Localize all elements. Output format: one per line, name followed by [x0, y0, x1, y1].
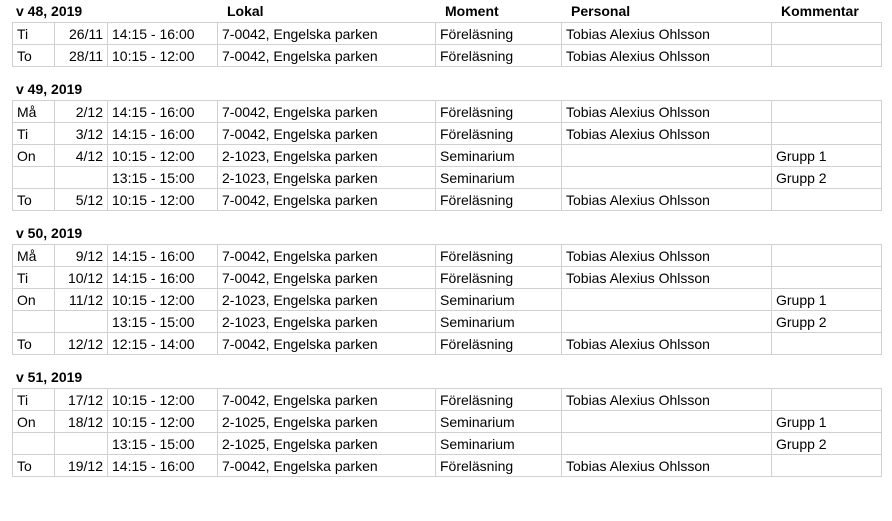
- cell-day: Ti: [13, 23, 55, 45]
- cell-kommentar: [772, 267, 882, 289]
- cell-date: 17/12: [55, 389, 108, 411]
- cell-lokal: 2-1023, Engelska parken: [218, 167, 436, 189]
- cell-day: Ti: [13, 123, 55, 145]
- cell-moment: Föreläsning: [436, 267, 562, 289]
- cell-moment: Seminarium: [436, 311, 562, 333]
- cell-time: 10:15 - 12:00: [108, 189, 218, 211]
- table-row: [13, 267, 882, 289]
- column-header-moment: Moment: [445, 3, 499, 19]
- cell-personal: [562, 167, 772, 189]
- cell-date: 4/12: [55, 145, 108, 167]
- cell-personal: Tobias Alexius Ohlsson: [562, 189, 772, 211]
- cell-lokal: 7-0042, Engelska parken: [218, 389, 436, 411]
- cell-day: Ti: [13, 389, 55, 411]
- cell-moment: Seminarium: [436, 167, 562, 189]
- week-header: [12, 78, 892, 100]
- schedule-table: [12, 22, 882, 67]
- cell-moment: Seminarium: [436, 289, 562, 311]
- week-header: [12, 366, 892, 388]
- table-row: [13, 45, 882, 67]
- cell-personal: [562, 433, 772, 455]
- cell-kommentar: Grupp 2: [772, 433, 882, 455]
- cell-time: 12:15 - 14:00: [108, 333, 218, 355]
- cell-lokal: 7-0042, Engelska parken: [218, 189, 436, 211]
- cell-day: To: [13, 333, 55, 355]
- schedule-table: [12, 388, 882, 477]
- cell-day: Må: [13, 101, 55, 123]
- cell-lokal: 7-0042, Engelska parken: [218, 455, 436, 477]
- column-header-kommentar: Kommentar: [781, 3, 859, 19]
- week-title: v 49, 2019: [16, 81, 83, 97]
- cell-time: 14:15 - 16:00: [108, 101, 218, 123]
- week-header: [12, 222, 892, 244]
- cell-day: On: [13, 411, 55, 433]
- cell-kommentar: [772, 45, 882, 67]
- cell-time: 14:15 - 16:00: [108, 123, 218, 145]
- cell-moment: Föreläsning: [436, 389, 562, 411]
- week-section: [12, 0, 892, 67]
- cell-moment: Föreläsning: [436, 189, 562, 211]
- cell-lokal: 2-1025, Engelska parken: [218, 411, 436, 433]
- cell-date: 19/12: [55, 455, 108, 477]
- column-header-personal: Personal: [571, 3, 631, 19]
- cell-day: To: [13, 45, 55, 67]
- cell-date: 18/12: [55, 411, 108, 433]
- cell-date: 26/11: [55, 23, 108, 45]
- column-header-lokal: Lokal: [227, 3, 264, 19]
- table-row: [13, 289, 882, 311]
- cell-moment: Föreläsning: [436, 455, 562, 477]
- week-section: [12, 222, 892, 355]
- table-row: [13, 333, 882, 355]
- cell-moment: Seminarium: [436, 411, 562, 433]
- cell-personal: [562, 311, 772, 333]
- cell-kommentar: [772, 123, 882, 145]
- table-row: [13, 389, 882, 411]
- cell-date: [55, 433, 108, 455]
- cell-kommentar: [772, 245, 882, 267]
- cell-lokal: 2-1025, Engelska parken: [218, 433, 436, 455]
- cell-personal: [562, 145, 772, 167]
- table-row: [13, 145, 882, 167]
- cell-kommentar: [772, 23, 882, 45]
- cell-time: 13:15 - 15:00: [108, 311, 218, 333]
- cell-date: 10/12: [55, 267, 108, 289]
- cell-kommentar: [772, 389, 882, 411]
- cell-day: [13, 167, 55, 189]
- week-section: [12, 366, 892, 477]
- cell-date: 5/12: [55, 189, 108, 211]
- table-row: [13, 167, 882, 189]
- cell-time: 14:15 - 16:00: [108, 23, 218, 45]
- cell-personal: Tobias Alexius Ohlsson: [562, 101, 772, 123]
- cell-day: On: [13, 289, 55, 311]
- cell-time: 10:15 - 12:00: [108, 389, 218, 411]
- cell-date: 28/11: [55, 45, 108, 67]
- cell-date: [55, 311, 108, 333]
- cell-moment: Föreläsning: [436, 23, 562, 45]
- cell-personal: Tobias Alexius Ohlsson: [562, 23, 772, 45]
- cell-kommentar: [772, 333, 882, 355]
- cell-personal: Tobias Alexius Ohlsson: [562, 267, 772, 289]
- cell-date: 9/12: [55, 245, 108, 267]
- cell-date: 3/12: [55, 123, 108, 145]
- cell-moment: Seminarium: [436, 145, 562, 167]
- cell-moment: Föreläsning: [436, 101, 562, 123]
- cell-kommentar: Grupp 2: [772, 311, 882, 333]
- cell-time: 14:15 - 16:00: [108, 455, 218, 477]
- cell-time: 14:15 - 16:00: [108, 245, 218, 267]
- cell-time: 10:15 - 12:00: [108, 145, 218, 167]
- cell-moment: Föreläsning: [436, 333, 562, 355]
- cell-day: [13, 433, 55, 455]
- cell-moment: Föreläsning: [436, 123, 562, 145]
- cell-time: 13:15 - 15:00: [108, 433, 218, 455]
- cell-kommentar: Grupp 1: [772, 145, 882, 167]
- cell-moment: Seminarium: [436, 433, 562, 455]
- cell-personal: Tobias Alexius Ohlsson: [562, 455, 772, 477]
- cell-date: [55, 167, 108, 189]
- cell-day: [13, 311, 55, 333]
- table-row: [13, 123, 882, 145]
- cell-lokal: 7-0042, Engelska parken: [218, 45, 436, 67]
- week-section: [12, 78, 892, 211]
- cell-day: To: [13, 189, 55, 211]
- week-title: v 48, 2019: [16, 3, 83, 19]
- cell-lokal: 7-0042, Engelska parken: [218, 333, 436, 355]
- cell-personal: [562, 289, 772, 311]
- table-row: [13, 433, 882, 455]
- cell-day: Må: [13, 245, 55, 267]
- cell-time: 10:15 - 12:00: [108, 411, 218, 433]
- cell-personal: Tobias Alexius Ohlsson: [562, 45, 772, 67]
- table-row: [13, 189, 882, 211]
- table-row: [13, 101, 882, 123]
- cell-kommentar: [772, 455, 882, 477]
- cell-date: 12/12: [55, 333, 108, 355]
- cell-time: 13:15 - 15:00: [108, 167, 218, 189]
- table-row: [13, 411, 882, 433]
- cell-kommentar: [772, 101, 882, 123]
- table-row: [13, 245, 882, 267]
- table-row: [13, 23, 882, 45]
- cell-lokal: 7-0042, Engelska parken: [218, 23, 436, 45]
- cell-moment: Föreläsning: [436, 245, 562, 267]
- cell-day: Ti: [13, 267, 55, 289]
- cell-lokal: 2-1023, Engelska parken: [218, 311, 436, 333]
- cell-time: 10:15 - 12:00: [108, 45, 218, 67]
- schedule-table: [12, 100, 882, 211]
- cell-moment: Föreläsning: [436, 45, 562, 67]
- cell-lokal: 2-1023, Engelska parken: [218, 145, 436, 167]
- table-row: [13, 311, 882, 333]
- cell-kommentar: Grupp 2: [772, 167, 882, 189]
- table-row: [13, 455, 882, 477]
- cell-personal: Tobias Alexius Ohlsson: [562, 333, 772, 355]
- cell-day: On: [13, 145, 55, 167]
- schedule-table: [12, 244, 882, 355]
- cell-personal: Tobias Alexius Ohlsson: [562, 123, 772, 145]
- cell-lokal: 7-0042, Engelska parken: [218, 123, 436, 145]
- cell-date: 2/12: [55, 101, 108, 123]
- cell-day: To: [13, 455, 55, 477]
- week-title: v 51, 2019: [16, 369, 83, 385]
- cell-time: 14:15 - 16:00: [108, 267, 218, 289]
- cell-lokal: 7-0042, Engelska parken: [218, 101, 436, 123]
- cell-date: 11/12: [55, 289, 108, 311]
- cell-personal: Tobias Alexius Ohlsson: [562, 389, 772, 411]
- cell-kommentar: Grupp 1: [772, 289, 882, 311]
- cell-kommentar: [772, 189, 882, 211]
- cell-lokal: 7-0042, Engelska parken: [218, 267, 436, 289]
- cell-time: 10:15 - 12:00: [108, 289, 218, 311]
- week-header: [12, 0, 892, 22]
- cell-kommentar: Grupp 1: [772, 411, 882, 433]
- cell-lokal: 2-1023, Engelska parken: [218, 289, 436, 311]
- week-title: v 50, 2019: [16, 225, 83, 241]
- cell-lokal: 7-0042, Engelska parken: [218, 245, 436, 267]
- cell-personal: Tobias Alexius Ohlsson: [562, 245, 772, 267]
- cell-personal: [562, 411, 772, 433]
